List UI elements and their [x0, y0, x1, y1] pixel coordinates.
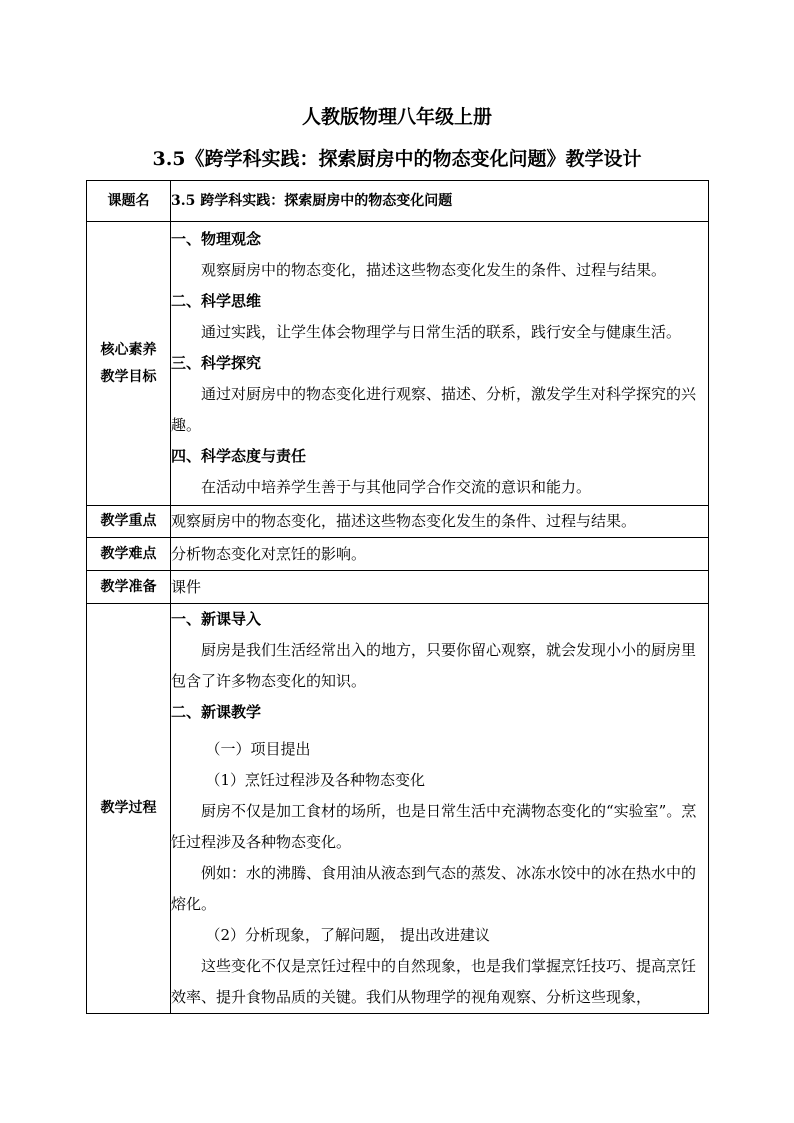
goal-heading-2: 二、科学思维 [171, 292, 262, 310]
topic-label: 课题名 [87, 181, 171, 222]
process-content [171, 604, 709, 1014]
difficulties-label: 教学难点 [87, 538, 171, 571]
table-row-difficulties [87, 538, 709, 571]
goals-label [87, 222, 171, 506]
goals-content [171, 222, 709, 506]
goal-heading-3: 三、科学探究 [171, 354, 262, 372]
process-text-3: 例如：水的沸腾、食用油从液态到气态的蒸发、冰冻水饺中的冰在热水中的熔化。 [171, 864, 697, 913]
process-text-1: 厨房是我们生活经常出入的地方，只要你留心观察，就会发现小小的厨房里包含了许多物态变化的知识。 [171, 641, 697, 690]
lesson-plan-table [86, 180, 709, 1014]
document-title: 人教版物理八年级上册 [301, 106, 492, 128]
goals-label-line2: 教学目标 [100, 368, 157, 385]
process-subheading-2: （1）烹饪过程涉及各种物态变化 [205, 771, 426, 789]
goals-label-line1: 核心素养 [100, 341, 157, 358]
table-row-key-points [87, 506, 709, 538]
table-row-preparation [87, 571, 709, 604]
table-row-topic [87, 181, 709, 222]
goal-text-2: 通过实践，让学生体会物理学与日常生活的联系，践行安全与健康生活。 [201, 323, 682, 341]
table-row-process [87, 604, 709, 1014]
goal-heading-4: 四、科学态度与责任 [171, 447, 307, 465]
process-subheading-3: （2）分析现象，了解问题， 提出改进建议 [205, 926, 490, 944]
process-subheading-1: （一）项目提出 [205, 740, 311, 758]
difficulties-value: 分析物态变化对烹饪的影响。 [171, 538, 709, 571]
key-points-label: 教学重点 [87, 506, 171, 538]
preparation-value: 课件 [171, 571, 709, 604]
process-text-4: 这些变化不仅是烹饪过程中的自然现象，也是我们掌握烹饪技巧、提高烹饪效率、提升食物品质的关键。我们从物理学的视角观察、分析这些现象， [171, 957, 697, 1006]
goal-text-3: 通过对厨房中的物态变化进行观察、描述、分析，激发学生对科学探究的兴趣。 [171, 385, 697, 434]
preparation-label: 教学准备 [87, 571, 171, 604]
topic-value: 3.5 跨学科实践：探索厨房中的物态变化问题 [171, 193, 453, 209]
key-points-value: 观察厨房中的物态变化，描述这些物态变化发生的条件、过程与结果。 [171, 506, 709, 538]
process-label: 教学过程 [87, 604, 171, 1014]
process-text-2: 厨房不仅是加工食材的场所，也是日常生活中充满物态变化的“实验室”。烹饪过程涉及各种物态变化。 [171, 802, 697, 851]
goal-text-1: 观察厨房中的物态变化，描述这些物态变化发生的条件、过程与结果。 [201, 261, 667, 279]
goal-text-4: 在活动中培养学生善于与其他同学合作交流的意识和能力。 [201, 478, 592, 496]
process-heading-1: 一、新课导入 [171, 610, 262, 628]
topic-value-cell [171, 181, 709, 222]
goal-heading-1: 一、物理观念 [171, 230, 262, 248]
process-heading-2: 二、新课教学 [171, 703, 262, 721]
lesson-title: 3.5《跨学科实践：探索厨房中的物态变化问题》教学设计 [152, 148, 642, 170]
table-row-goals [87, 222, 709, 506]
